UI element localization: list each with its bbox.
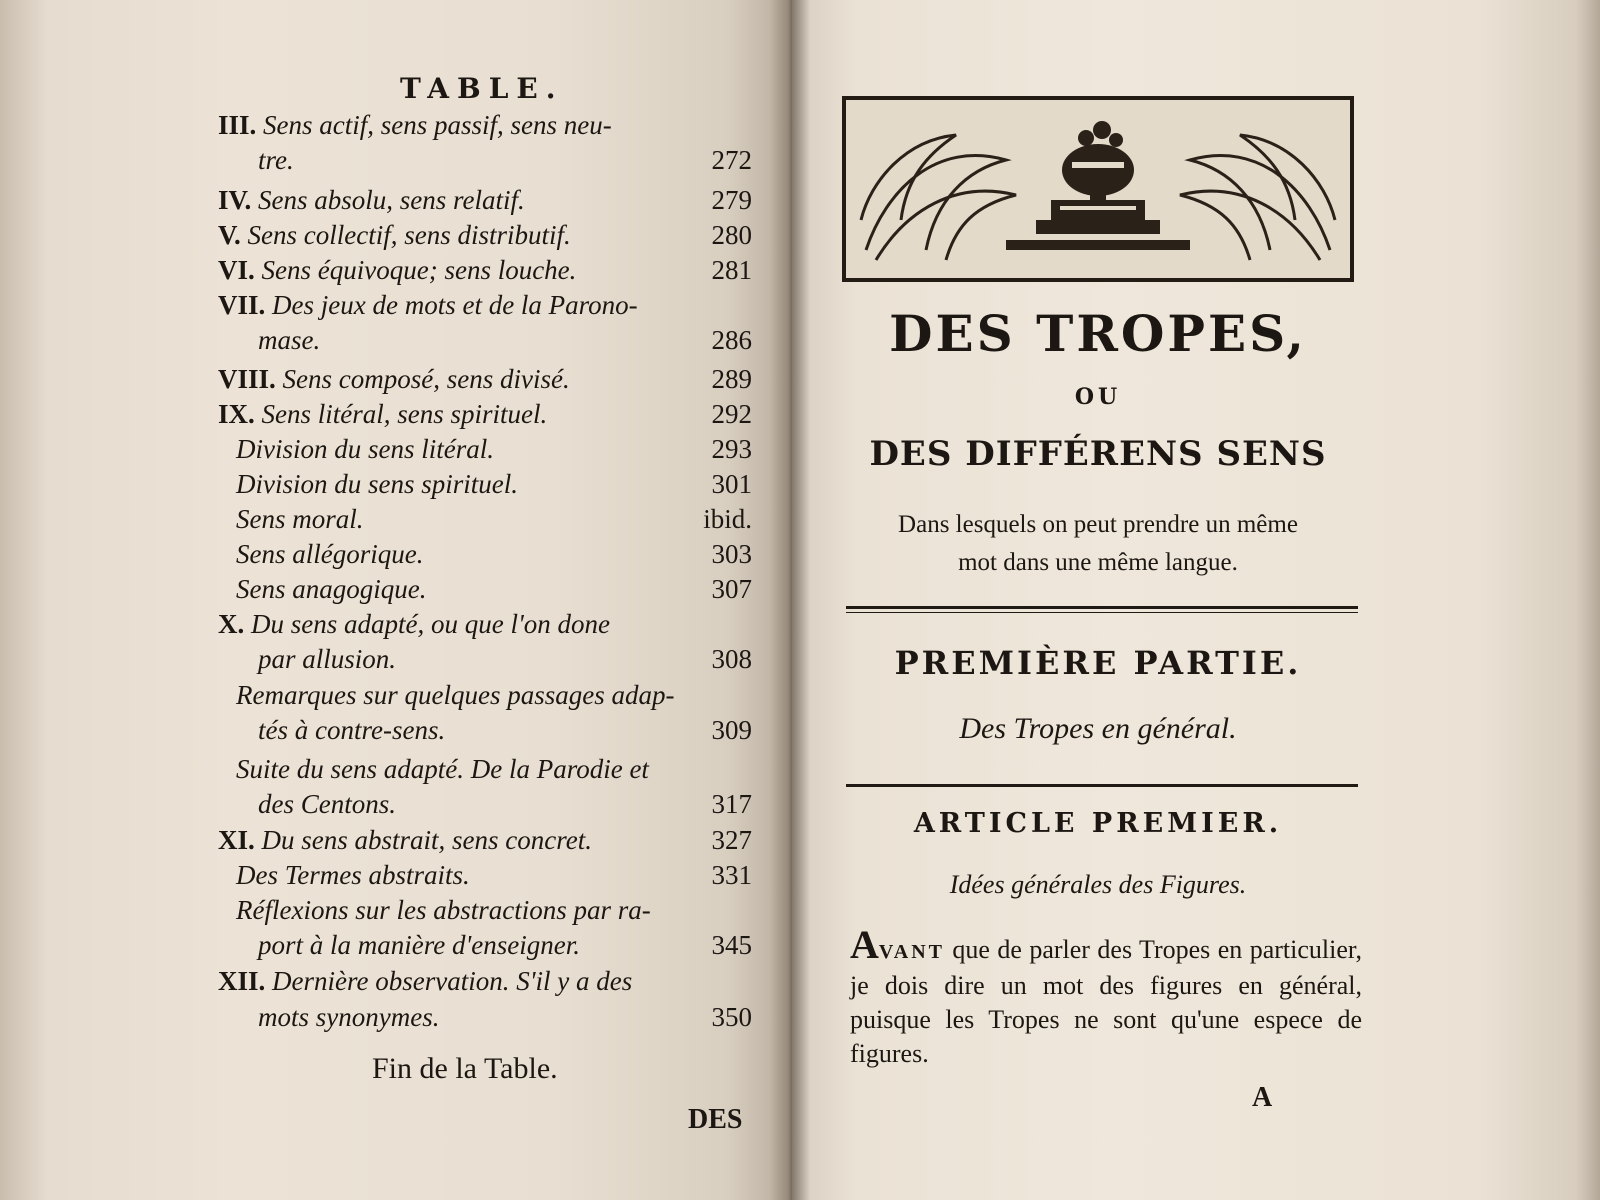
toc-entry (236, 858, 758, 892)
toc-entry-title: Sens équivoque; sens louche. (261, 255, 577, 285)
toc-entry (218, 288, 758, 322)
toc-entry (258, 928, 758, 962)
toc-entry-title: Sens absolu, sens relatif. (258, 185, 525, 215)
toc-entry-page: 309 (711, 715, 752, 745)
toc-entry-number: VI. (218, 255, 255, 285)
toc-entry-title: Dernière observation. S'il y a des (272, 966, 633, 996)
toc-entry-number: XII. (218, 966, 266, 996)
toc-entry-title: Du sens abstrait, sens concret. (261, 825, 592, 855)
toc-entry-title: Division du sens litéral. (236, 434, 494, 464)
toc-entry-page: 289 (711, 364, 752, 394)
toc-entry (258, 642, 758, 676)
toc-entry-title: Division du sens spirituel. (236, 469, 518, 499)
toc-entry-title: tre. (258, 145, 294, 175)
book-subtitle: DES DIFFÉRENS SENS (869, 434, 1327, 474)
toc-entry-page: 350 (711, 1002, 752, 1032)
signature-mark: A (1252, 1082, 1273, 1113)
toc-entry-title: par allusion. (258, 644, 397, 674)
toc-entry-page: 317 (711, 789, 752, 819)
toc-entry (218, 218, 758, 252)
toc-entry-page: 303 (711, 539, 752, 569)
toc-entry (218, 397, 758, 431)
running-head: TABLE. (400, 72, 564, 105)
toc-entry (236, 432, 758, 466)
toc-entry-number: III. (218, 110, 257, 140)
toc-entry (258, 787, 758, 821)
toc-entry-title: Des Termes abstraits. (236, 860, 470, 890)
toc-entry-number: IX. (218, 399, 255, 429)
toc-entry-title: Remarques sur quelques passages adap- (236, 680, 675, 710)
toc-entry (236, 752, 758, 786)
toc-entry-title: Sens allégorique. (236, 539, 424, 569)
toc-entry (236, 572, 758, 606)
toc-entry-title: des Centons. (258, 789, 396, 819)
part-title: PREMIÈRE PARTIE. (894, 644, 1302, 682)
toc-entry-page: 281 (711, 255, 752, 285)
toc-entry-page: 279 (711, 185, 752, 215)
toc-entry-title: mase. (258, 325, 321, 355)
catchword: DES (688, 1104, 743, 1135)
toc-entry-page: 307 (711, 574, 752, 604)
toc-entry-page: 293 (711, 434, 752, 464)
toc-entry-title: Réflexions sur les abstractions par ra- (236, 895, 651, 925)
description-line: mot dans une même langue. (958, 549, 1238, 576)
toc-entry-number: V. (218, 220, 241, 250)
toc-entry-title: mots synonymes. (258, 1002, 440, 1032)
toc-entry-page: 301 (711, 469, 752, 499)
toc-entry-page: 280 (711, 220, 752, 250)
toc-entry (236, 467, 758, 501)
toc-entry-number: X. (218, 609, 245, 639)
toc-entry-page: ibid. (703, 504, 752, 534)
toc-entry (258, 713, 758, 747)
toc-entry-title: Sens actif, sens passif, sens neu- (263, 110, 612, 140)
toc-entry (218, 108, 758, 142)
toc-entry (218, 823, 758, 857)
toc-entry-page: 327 (711, 825, 752, 855)
title-conjunction: OU (1074, 384, 1122, 410)
end-of-table-note: Fin de la Table. (372, 1052, 558, 1085)
body-text: que de parler des Tropes en particulier, je dois dire un mot des figures en général, puisque les Tropes ne sont qu'une espece de figures. (850, 935, 1362, 1068)
description-line: Dans lesquels on peut prendre un même (898, 511, 1298, 538)
toc-entry-title: Sens collectif, sens distributif. (247, 220, 571, 250)
book-gutter (770, 0, 810, 1200)
toc-entry (218, 607, 758, 641)
toc-entry-page: 345 (711, 930, 752, 960)
toc-entry (258, 143, 758, 177)
toc-entry (236, 678, 758, 712)
toc-entry-number: VIII. (218, 364, 276, 394)
ornament-foliage-icon (846, 100, 1350, 278)
toc-entry (236, 502, 758, 536)
body-smallcaps: VANT (878, 941, 945, 963)
left-page (0, 0, 790, 1200)
toc-entry (236, 893, 758, 927)
toc-entry-title: Sens anagogique. (236, 574, 427, 604)
toc-entry-title: Suite du sens adapté. De la Parodie et (236, 754, 649, 784)
toc-entry (218, 964, 758, 998)
article-title: ARTICLE PREMIER. (913, 808, 1283, 839)
body-paragraph (850, 922, 1362, 1071)
part-subtitle: Des Tropes en général. (959, 712, 1237, 745)
toc-entry-number: VII. (218, 290, 266, 320)
toc-entry-page: 292 (711, 399, 752, 429)
toc-entry-title: Sens composé, sens divisé. (282, 364, 570, 394)
toc-entry-title: Du sens adapté, ou que l'on done (251, 609, 610, 639)
toc-entry (258, 1000, 758, 1034)
toc-entry-page: 308 (711, 644, 752, 674)
rule-divider (846, 784, 1358, 787)
toc-entry-title: Des jeux de mots et de la Parono- (272, 290, 638, 320)
toc-entry (218, 253, 758, 287)
toc-entry-number: IV. (218, 185, 252, 215)
toc-entry (218, 183, 758, 217)
ornament-vignette (842, 96, 1354, 282)
toc-entry-page: 272 (711, 145, 752, 175)
book-title: DES TROPES, (889, 304, 1307, 363)
double-rule-divider (846, 606, 1358, 613)
toc-entry-title: Sens moral. (236, 504, 364, 534)
toc-entry-page: 286 (711, 325, 752, 355)
toc-entry-title: Sens litéral, sens spirituel. (261, 399, 548, 429)
toc-entry-title: port à la manière d'enseigner. (258, 930, 580, 960)
toc-entry (258, 323, 758, 357)
toc-entry-number: XI. (218, 825, 255, 855)
title-description (842, 506, 1354, 582)
article-subtitle: Idées générales des Figures. (949, 870, 1247, 899)
toc-entry (218, 362, 758, 396)
toc-entry (236, 537, 758, 571)
drop-initial: A (850, 922, 879, 967)
toc-entry-title: tés à contre-sens. (258, 715, 446, 745)
toc-entry-page: 331 (711, 860, 752, 890)
